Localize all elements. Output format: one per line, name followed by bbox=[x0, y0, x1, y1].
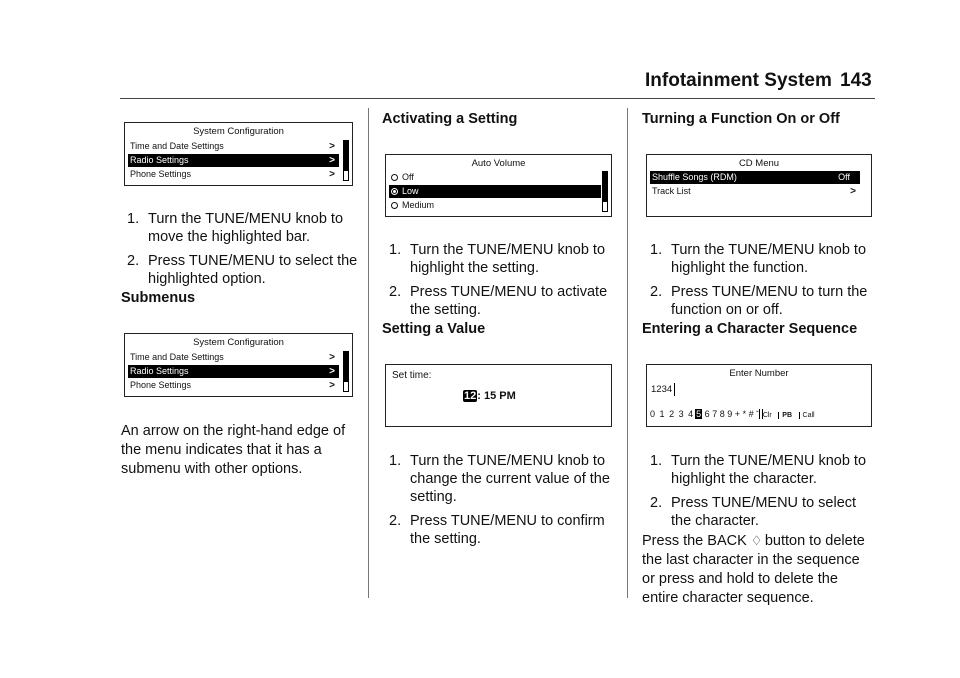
char: 9 bbox=[727, 409, 733, 419]
step-number: 2. bbox=[650, 284, 663, 300]
screen-title: Auto Volume bbox=[471, 158, 526, 169]
scrollbar bbox=[343, 140, 349, 181]
back-paragraph bbox=[642, 531, 872, 608]
step-list bbox=[389, 452, 621, 554]
char: 0 bbox=[650, 409, 658, 419]
option-label: Medium bbox=[402, 200, 435, 210]
step-text: Press TUNE/MENU to select the character. bbox=[671, 495, 857, 529]
menu-item bbox=[128, 351, 339, 364]
chevron-right-icon: > bbox=[329, 366, 335, 377]
toggle-value: Off bbox=[838, 172, 850, 182]
step-number: 1. bbox=[389, 453, 402, 469]
list-item bbox=[127, 210, 359, 246]
submenus-paragraph: An arrow on the right-hand edge of the menu indicates that it has a submenu with other options. bbox=[121, 423, 346, 477]
system-config-screen bbox=[124, 122, 353, 186]
screen-title: System Configuration bbox=[193, 126, 284, 137]
page-header bbox=[0, 0, 960, 100]
submenus-heading: Submenus bbox=[121, 290, 196, 306]
radio-empty-icon bbox=[391, 174, 398, 181]
step-number: 1. bbox=[650, 242, 663, 258]
step-text: Turn the TUNE/MENU knob to change the current value of the setting. bbox=[410, 453, 610, 505]
screen-title: Enter Number bbox=[729, 368, 789, 379]
list-item bbox=[650, 283, 875, 319]
column-divider bbox=[368, 108, 369, 598]
header-rule bbox=[120, 98, 875, 99]
char: # bbox=[748, 409, 754, 419]
option-label: Low bbox=[402, 186, 419, 196]
step-text: Turn the TUNE/MENU knob to highlight the function. bbox=[671, 242, 867, 276]
step-list bbox=[127, 210, 359, 294]
menu-item-label: Radio Settings bbox=[130, 366, 189, 376]
option-item bbox=[389, 171, 601, 184]
scrollbar bbox=[602, 171, 608, 212]
entry-field: 1234 bbox=[651, 383, 675, 396]
char: 8 bbox=[719, 409, 725, 419]
list-item bbox=[127, 252, 359, 288]
menu-item bbox=[128, 140, 339, 153]
list-item bbox=[389, 283, 621, 319]
char: 7 bbox=[712, 409, 718, 419]
step-text: Press TUNE/MENU to select the highlighted option. bbox=[148, 253, 358, 287]
page-number: 143 bbox=[840, 70, 872, 91]
list-item bbox=[650, 241, 875, 277]
list-item bbox=[389, 452, 621, 506]
cd-menu-screen bbox=[646, 154, 872, 217]
menu-item-label: Phone Settings bbox=[130, 169, 192, 179]
char-selected: 5 bbox=[696, 409, 702, 419]
step-list bbox=[389, 241, 621, 325]
menu-item bbox=[128, 168, 339, 181]
step-list bbox=[650, 452, 875, 536]
list-item bbox=[650, 494, 875, 530]
step-number: 1. bbox=[127, 211, 140, 227]
step-text: Turn the TUNE/MENU knob to highlight the setting. bbox=[410, 242, 606, 276]
menu-item-label: Shuffle Songs (RDM) bbox=[652, 172, 737, 182]
option-item-highlighted bbox=[389, 185, 601, 198]
menu-item-label: Phone Settings bbox=[130, 380, 192, 390]
step-number: 1. bbox=[650, 453, 663, 469]
step-text: Press TUNE/MENU to activate the setting. bbox=[410, 284, 608, 318]
step-number: 2. bbox=[650, 495, 663, 511]
radio-empty-icon bbox=[391, 202, 398, 209]
menu-item bbox=[128, 379, 339, 392]
list-item bbox=[650, 452, 875, 488]
char: 4 bbox=[688, 409, 696, 419]
screen-title: CD Menu bbox=[738, 158, 780, 169]
scrollbar bbox=[343, 351, 349, 392]
option-item bbox=[389, 199, 601, 212]
hour-highlighted: 12 bbox=[464, 390, 477, 402]
chevron-right-icon: > bbox=[329, 141, 335, 152]
chevron-right-icon: > bbox=[329, 155, 335, 166]
step-number: 1. bbox=[389, 242, 402, 258]
time-rest: : 15 PM bbox=[477, 390, 516, 402]
menu-item-label: Track List bbox=[652, 186, 691, 196]
char: 3 bbox=[678, 409, 686, 419]
char: * bbox=[742, 409, 747, 419]
option-label: Off bbox=[402, 172, 414, 182]
enter-number-screen bbox=[646, 364, 872, 427]
scroll-thumb bbox=[344, 352, 348, 382]
menu-item-highlighted bbox=[128, 365, 339, 378]
screen-title: System Configuration bbox=[193, 337, 284, 348]
step-number: 2. bbox=[127, 253, 140, 269]
back-text-end: button to delete bbox=[764, 533, 865, 549]
char: 6 bbox=[704, 409, 710, 419]
menu-item-highlighted bbox=[128, 154, 339, 167]
char: 2 bbox=[669, 409, 677, 419]
menu-item-label: Time and Date Settings bbox=[130, 352, 224, 362]
activating-heading: Activating a Setting bbox=[382, 111, 518, 127]
column-divider bbox=[627, 108, 628, 598]
time-value bbox=[463, 390, 516, 402]
system-config-screen-submenu bbox=[124, 333, 353, 397]
list-item bbox=[389, 512, 621, 548]
step-number: 2. bbox=[389, 284, 402, 300]
step-list bbox=[650, 241, 875, 325]
section-title: Infotainment System bbox=[645, 70, 832, 91]
set-time-label: Set time: bbox=[392, 370, 432, 381]
character-row bbox=[650, 408, 815, 422]
step-text: Press TUNE/MENU to confirm the setting. bbox=[410, 513, 605, 547]
menu-item bbox=[650, 185, 860, 198]
call-key: Call bbox=[799, 412, 815, 419]
step-text: Press TUNE/MENU to turn the function on or off. bbox=[671, 284, 868, 318]
char: + bbox=[734, 409, 741, 419]
menu-item-highlighted bbox=[650, 171, 860, 184]
chevron-right-icon: > bbox=[850, 186, 856, 197]
radio-selected-icon bbox=[391, 188, 398, 195]
char: 1 bbox=[659, 409, 667, 419]
set-time-screen bbox=[385, 364, 612, 427]
back-text-start: Press the BACK bbox=[642, 533, 747, 549]
back-text-rest: the last character in the sequence or press and hold to delete the entire character sequence. bbox=[642, 552, 860, 606]
space-icon: ˇ bbox=[756, 410, 759, 419]
value-heading: Setting a Value bbox=[382, 321, 486, 337]
back-icon: ♢ bbox=[750, 533, 763, 548]
step-number: 2. bbox=[389, 513, 402, 529]
phonebook-key: PB bbox=[778, 412, 792, 419]
char-heading: Entering a Character Sequence bbox=[642, 321, 858, 337]
menu-item-label: Radio Settings bbox=[130, 155, 189, 165]
step-text: Turn the TUNE/MENU knob to highlight the character. bbox=[671, 453, 867, 487]
chevron-right-icon: > bbox=[329, 169, 335, 180]
chevron-right-icon: > bbox=[329, 352, 335, 363]
step-text: Turn the TUNE/MENU knob to move the highlighted bar. bbox=[148, 211, 344, 245]
scroll-thumb bbox=[344, 141, 348, 171]
menu-item-label: Time and Date Settings bbox=[130, 141, 224, 151]
scroll-thumb bbox=[603, 172, 607, 202]
toggle-heading: Turning a Function On or Off bbox=[642, 111, 840, 127]
auto-volume-screen bbox=[385, 154, 612, 217]
chevron-right-icon: > bbox=[329, 380, 335, 391]
list-item bbox=[389, 241, 621, 277]
clear-key: Clr bbox=[762, 412, 772, 419]
